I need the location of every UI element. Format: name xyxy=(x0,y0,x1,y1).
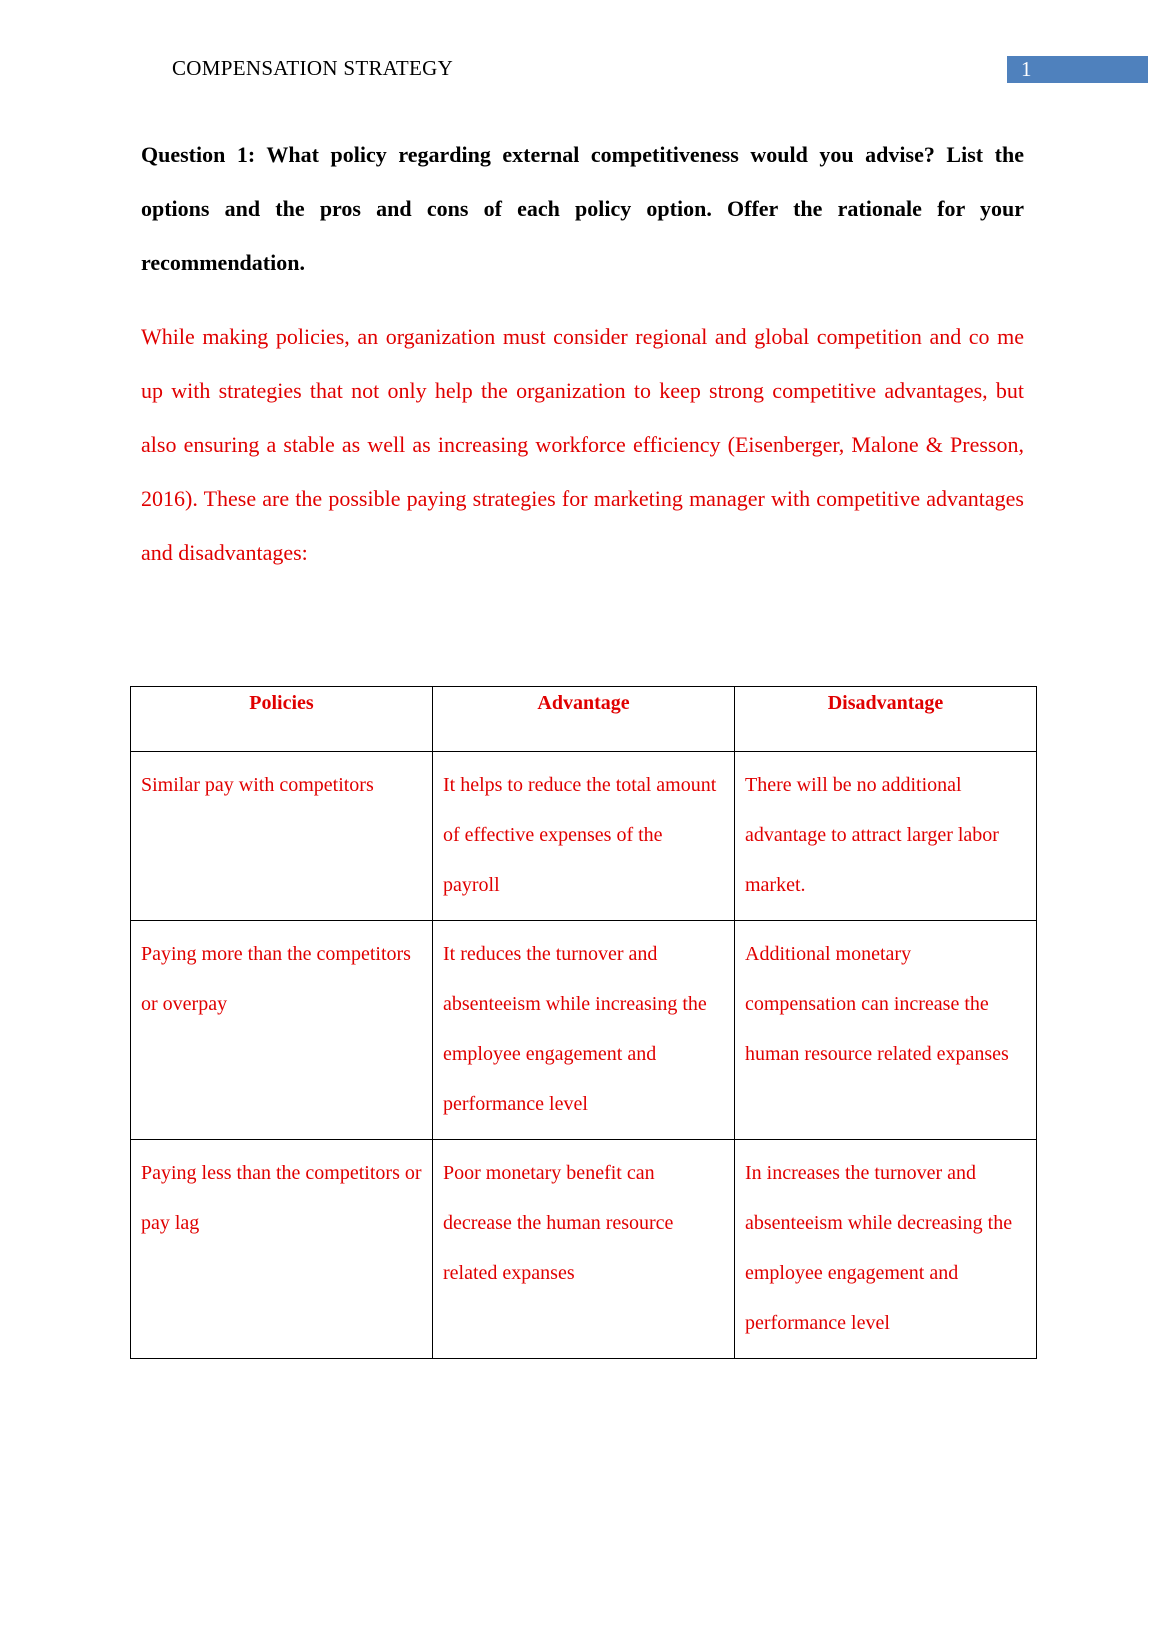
policy-table xyxy=(130,686,1037,1359)
table-row xyxy=(131,752,1037,921)
body-paragraph: While making policies, an organization must consider regional and global competition and co me up with strategies that not only help the organization to keep strong competitive advantages, but also ensuring a stable as well as increasing workforce efficiency (Eisenberger, Malone & Presson, 2016). These are the possible paying strategies for marketing manager with competitive advantages and disadvantages: xyxy=(141,324,1024,565)
disadvantage-cell: There will be no additional advantage to attract larger labor market. xyxy=(735,752,1037,921)
table-row xyxy=(131,921,1037,1140)
page-number-box xyxy=(1007,56,1148,83)
advantage-cell: It helps to reduce the total amount of effective expenses of the payroll xyxy=(433,752,735,921)
table-header-row xyxy=(131,687,1037,752)
advantage-cell: Poor monetary benefit can decrease the human resource related expanses xyxy=(433,1140,735,1359)
page-number: 1 xyxy=(1021,57,1032,81)
header-title: COMPENSATION STRATEGY xyxy=(172,56,454,80)
header-policies: Policies xyxy=(131,687,433,752)
policy-cell: Paying more than the competitors or overpay xyxy=(131,921,433,1140)
header-disadvantage: Disadvantage xyxy=(735,687,1037,752)
disadvantage-cell: In increases the turnover and absenteeism while decreasing the employee engagement and performance level xyxy=(735,1140,1037,1359)
table-row xyxy=(131,1140,1037,1359)
header-advantage: Advantage xyxy=(433,687,735,752)
disadvantage-cell: Additional monetary compensation can increase the human resource related expanses xyxy=(735,921,1037,1140)
policy-cell: Similar pay with competitors xyxy=(131,752,433,921)
advantage-cell: It reduces the turnover and absenteeism while increasing the employee engagement and performance level xyxy=(433,921,735,1140)
policy-cell: Paying less than the competitors or pay lag xyxy=(131,1140,433,1359)
policy-table-grid xyxy=(130,686,1037,1359)
question-heading: Question 1: What policy regarding external competitiveness would you advise? List the options and the pros and cons of each policy option. Offer the rationale for your recommendation. xyxy=(141,142,1024,275)
